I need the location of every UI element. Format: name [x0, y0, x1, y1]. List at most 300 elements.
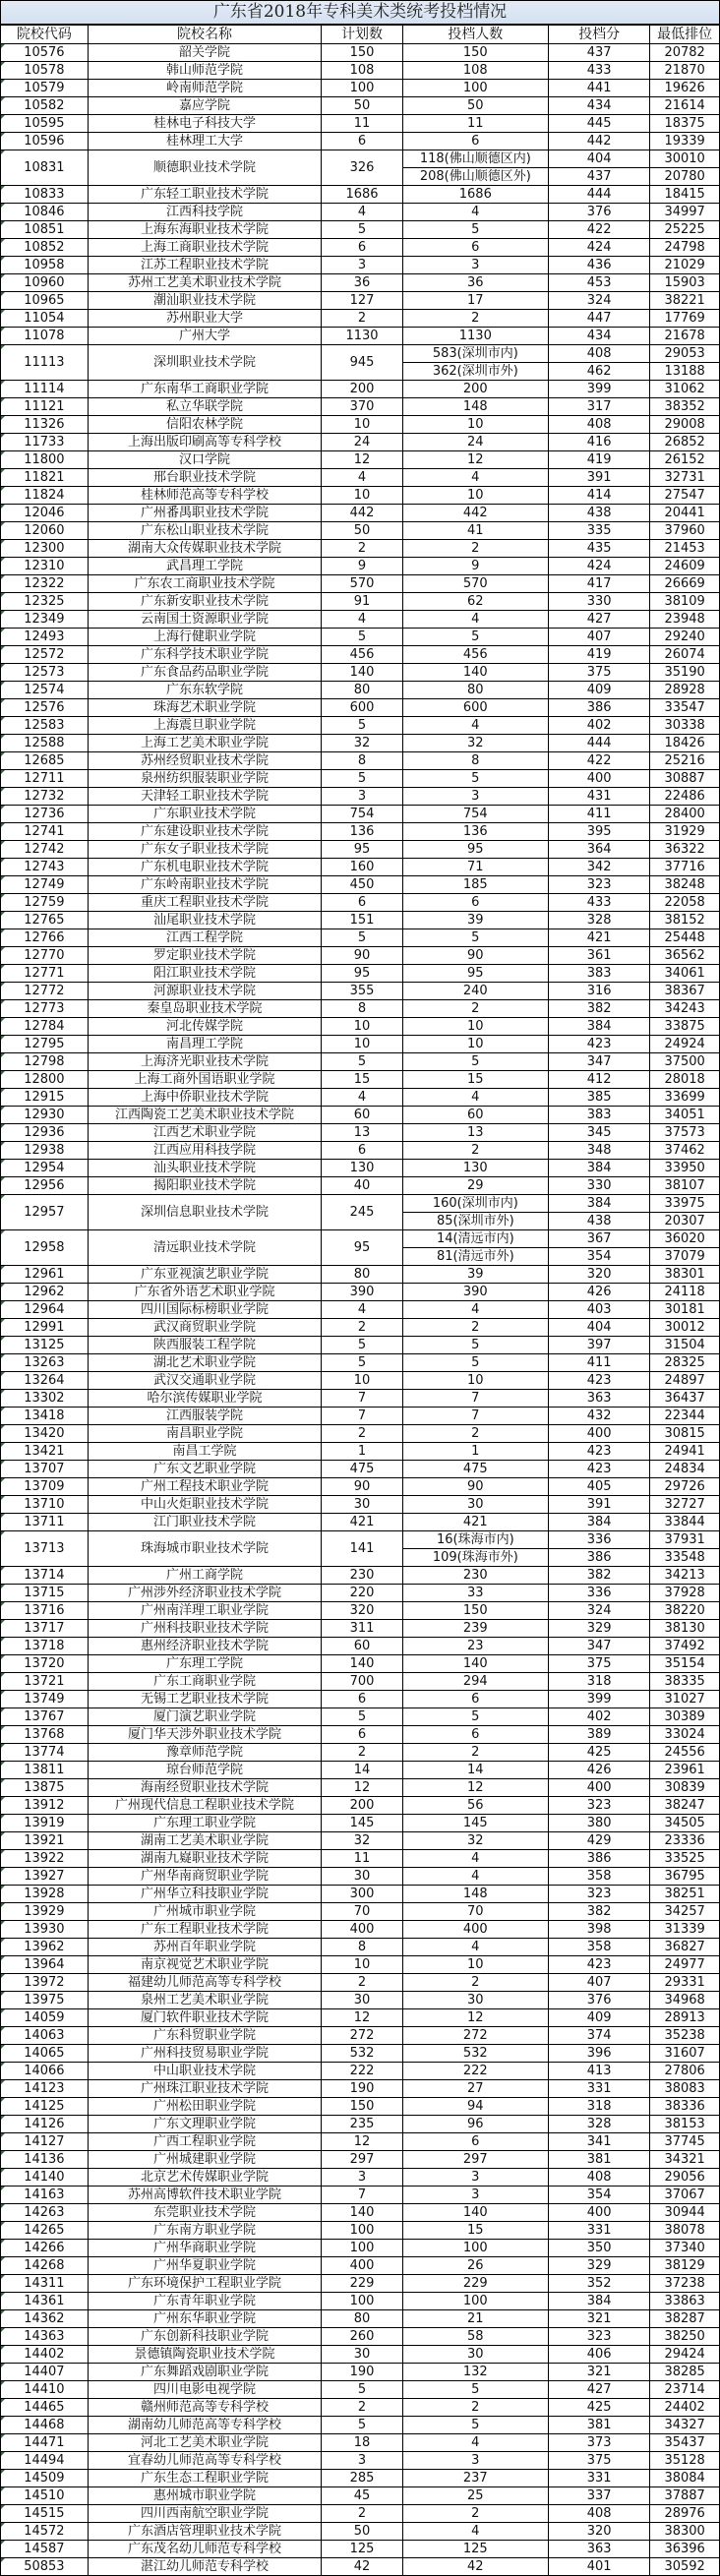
min-rank-cell: 34061	[650, 965, 719, 983]
table-row	[1, 2240, 719, 2257]
cutoff-score-cell: 414	[549, 487, 650, 505]
school-name-cell: 广州科技职业技术学院	[88, 1620, 322, 1638]
min-rank-cell: 37079	[650, 1248, 719, 1266]
school-name-cell: 四川电影电视学院	[88, 2381, 322, 2399]
admitted-count-cell: 6	[402, 133, 548, 150]
cutoff-score-cell: 317	[549, 398, 650, 416]
table-row	[1, 699, 719, 717]
min-rank-cell: 34213	[650, 1567, 719, 1585]
plan-count-cell: 190	[322, 2364, 402, 2381]
plan-count-cell: 532	[322, 2045, 402, 2063]
school-name-cell: 江西应用科技学院	[88, 1142, 322, 1160]
plan-count-cell: 32	[322, 735, 402, 752]
admitted-count-cell: 2	[402, 540, 548, 558]
header-cutoff-score: 投档分	[549, 26, 650, 44]
cutoff-score-cell: 382	[549, 1000, 650, 1018]
school-code-cell: 14471	[1, 2434, 88, 2452]
cutoff-score-cell: 364	[549, 841, 650, 859]
cutoff-score-cell: 321	[549, 2364, 650, 2381]
cutoff-score-cell: 408	[549, 2169, 650, 2187]
cutoff-score-cell: 398	[549, 1921, 650, 1939]
plan-count-cell: 4	[322, 469, 402, 487]
school-code-cell: 13749	[1, 1691, 88, 1708]
table-row	[1, 2151, 719, 2169]
cutoff-score-cell: 328	[549, 912, 650, 929]
plan-count-cell: 32	[322, 1832, 402, 1850]
table-row	[1, 416, 719, 434]
plan-count-cell: 140	[322, 1655, 402, 1673]
school-code-cell: 14572	[1, 2523, 88, 2541]
plan-count-cell: 600	[322, 699, 402, 717]
min-rank-cell: 24556	[650, 1744, 719, 1762]
min-rank-cell: 37340	[650, 2240, 719, 2257]
school-name-cell: 宜春幼儿师范高等专科学校	[88, 2452, 322, 2470]
cutoff-score-cell: 434	[549, 97, 650, 115]
plan-count-cell: 8	[322, 1939, 402, 1956]
plan-count-cell: 450	[322, 876, 402, 894]
min-rank-cell: 37067	[650, 2187, 719, 2204]
plan-count-cell: 95	[322, 1230, 402, 1266]
table-row	[1, 239, 719, 257]
admitted-count-cell: 3	[402, 2169, 548, 2187]
min-rank-cell: 34997	[650, 204, 719, 221]
min-rank-cell: 20782	[650, 44, 719, 62]
admitted-count-cell: 185	[402, 876, 548, 894]
min-rank-cell: 30010	[650, 150, 719, 168]
school-name-cell: 广东轻工职业技术学院	[88, 186, 322, 204]
school-name-cell: 珠海城市职业技术学院	[88, 1531, 322, 1567]
min-rank-cell: 38250	[650, 2328, 719, 2346]
school-name-cell: 广东科贸职业学院	[88, 2027, 322, 2045]
admitted-count-cell: 9	[402, 558, 548, 575]
school-name-cell: 上海工商外国语职业学院	[88, 1071, 322, 1089]
cutoff-score-cell: 323	[549, 1797, 650, 1815]
cutoff-score-cell: 331	[549, 2222, 650, 2240]
school-code-cell: 12736	[1, 806, 88, 823]
school-name-cell: 汉口学院	[88, 451, 322, 469]
plan-count-cell: 3	[322, 2452, 402, 2470]
admitted-count-cell: 12	[402, 1779, 548, 1797]
table-row	[1, 1655, 719, 1673]
min-rank-cell: 18426	[650, 735, 719, 752]
admitted-count-cell: 754	[402, 806, 548, 823]
school-code-cell: 10831	[1, 150, 88, 186]
school-name-cell: 云南国土资源职业学院	[88, 611, 322, 629]
table-row	[1, 1815, 719, 1832]
table-row	[1, 2169, 719, 2187]
min-rank-cell: 38336	[650, 2098, 719, 2116]
table-row	[1, 2027, 719, 2045]
min-rank-cell: 33525	[650, 1850, 719, 1868]
admitted-count-cell: 5	[402, 1337, 548, 1354]
plan-count-cell: 5	[322, 770, 402, 788]
plan-count-cell: 100	[322, 80, 402, 97]
cutoff-score-cell: 383	[549, 965, 650, 983]
cutoff-score-cell: 318	[549, 2098, 650, 2116]
school-code-cell: 13720	[1, 1655, 88, 1673]
min-rank-cell: 29726	[650, 1478, 719, 1496]
admitted-count-cell: 3	[402, 2187, 548, 2204]
admitted-count-cell: 2	[402, 1974, 548, 1992]
admitted-count-cell: 23	[402, 1638, 548, 1655]
school-code-cell: 13964	[1, 1956, 88, 1974]
cutoff-score-cell: 444	[549, 735, 650, 752]
school-name-cell: 广东工程职业技术学院	[88, 1921, 322, 1939]
school-code-cell: 12991	[1, 1319, 88, 1337]
header-row	[1, 26, 719, 44]
plan-count-cell: 5	[322, 1708, 402, 1726]
min-rank-cell: 25216	[650, 752, 719, 770]
plan-count-cell: 5	[322, 2417, 402, 2434]
cutoff-score-cell: 413	[549, 2063, 650, 2080]
plan-count-cell: 9	[322, 558, 402, 575]
cutoff-score-cell: 416	[549, 434, 650, 451]
school-name-cell: 江西服装学院	[88, 1408, 322, 1425]
table-row	[1, 2399, 719, 2417]
school-name-cell: 江西工程学院	[88, 929, 322, 947]
admitted-count-cell: 24	[402, 434, 548, 451]
table-row	[1, 97, 719, 115]
admitted-count-cell: 56	[402, 1797, 548, 1815]
school-code-cell: 12766	[1, 929, 88, 947]
school-code-cell: 12770	[1, 947, 88, 965]
school-code-cell: 14494	[1, 2452, 88, 2470]
min-rank-cell: 25225	[650, 221, 719, 239]
school-code-cell: 12938	[1, 1142, 88, 1160]
admitted-count-cell: 100	[402, 2293, 548, 2310]
school-name-cell: 惠州城市职业学院	[88, 2487, 322, 2505]
table-row	[1, 2558, 719, 2576]
cutoff-score-cell: 445	[549, 115, 650, 133]
table-row	[1, 611, 719, 629]
cutoff-score-cell: 442	[549, 133, 650, 150]
cutoff-score-cell: 423	[549, 1461, 650, 1478]
admitted-count-cell: 109(珠海市外)	[402, 1549, 548, 1567]
min-rank-cell: 35128	[650, 2452, 719, 2470]
cutoff-score-cell: 354	[549, 1248, 650, 1266]
plan-count-cell: 570	[322, 575, 402, 593]
school-code-cell: 13928	[1, 1886, 88, 1903]
admitted-count-cell: 4	[402, 717, 548, 735]
admitted-count-cell: 272	[402, 2027, 548, 2045]
table-row	[1, 133, 719, 150]
min-rank-cell: 37887	[650, 2487, 719, 2505]
school-code-cell: 10958	[1, 257, 88, 274]
school-code-cell: 10582	[1, 97, 88, 115]
school-code-cell: 13972	[1, 1974, 88, 1992]
school-name-cell: 广东生态工程职业学院	[88, 2470, 322, 2487]
school-code-cell: 12576	[1, 699, 88, 717]
school-code-cell: 14123	[1, 2080, 88, 2098]
min-rank-cell: 30839	[650, 1779, 719, 1797]
table-row	[1, 2257, 719, 2275]
min-rank-cell: 24924	[650, 1036, 719, 1053]
cutoff-score-cell: 358	[549, 1868, 650, 1886]
school-code-cell: 11733	[1, 434, 88, 451]
school-code-cell: 10965	[1, 292, 88, 310]
cutoff-score-cell: 434	[549, 328, 650, 345]
table-row	[1, 540, 719, 558]
cutoff-score-cell: 386	[549, 1549, 650, 1567]
min-rank-cell: 30389	[650, 1708, 719, 1726]
cutoff-score-cell: 384	[549, 2293, 650, 2310]
cutoff-score-cell: 429	[549, 1832, 650, 1850]
min-rank-cell: 28325	[650, 1354, 719, 1372]
admitted-count-cell: 4	[402, 1939, 548, 1956]
admitted-count-cell: 7	[402, 1390, 548, 1408]
plan-count-cell: 50	[322, 2523, 402, 2541]
school-code-cell: 12936	[1, 1124, 88, 1142]
admitted-count-cell: 30	[402, 2346, 548, 2364]
table-row	[1, 1018, 719, 1036]
plan-count-cell: 90	[322, 947, 402, 965]
min-rank-cell: 26074	[650, 646, 719, 664]
plan-count-cell: 12	[322, 1779, 402, 1797]
school-name-cell: 南京视觉艺术职业学院	[88, 1956, 322, 1974]
school-code-cell: 13709	[1, 1478, 88, 1496]
admitted-count-cell: 140	[402, 664, 548, 682]
admitted-count-cell: 1686	[402, 186, 548, 204]
admitted-count-cell: 36	[402, 274, 548, 292]
plan-count-cell: 11	[322, 115, 402, 133]
school-name-cell: 上海震旦职业学院	[88, 717, 322, 735]
min-rank-cell: 24118	[650, 1284, 719, 1301]
min-rank-cell: 38220	[650, 1602, 719, 1620]
school-name-cell: 南昌职业学院	[88, 1425, 322, 1443]
table-row	[1, 1461, 719, 1478]
school-code-cell: 14263	[1, 2204, 88, 2222]
school-name-cell: 广州南洋理工职业学院	[88, 1602, 322, 1620]
school-code-cell: 11800	[1, 451, 88, 469]
admitted-count-cell: 4	[402, 2434, 548, 2452]
school-code-cell: 13912	[1, 1797, 88, 1815]
plan-count-cell: 30	[322, 2346, 402, 2364]
school-code-cell: 14125	[1, 2098, 88, 2116]
cutoff-score-cell: 403	[549, 1301, 650, 1319]
school-code-cell: 13418	[1, 1408, 88, 1425]
admitted-count-cell: 2	[402, 1142, 548, 1160]
table-row	[1, 1071, 719, 1089]
cutoff-score-cell: 423	[549, 1036, 650, 1053]
min-rank-cell: 38153	[650, 2116, 719, 2133]
table-row	[1, 1708, 719, 1726]
school-code-cell: 11113	[1, 345, 88, 381]
plan-count-cell: 6	[322, 1142, 402, 1160]
school-code-cell: 12046	[1, 505, 88, 522]
min-rank-cell: 37960	[650, 522, 719, 540]
header-min-rank: 最低排位	[650, 26, 719, 44]
table-row	[1, 1354, 719, 1372]
cutoff-score-cell: 400	[549, 770, 650, 788]
school-name-cell: 罗定职业技术学院	[88, 947, 322, 965]
school-name-cell: 广东女子职业技术学院	[88, 841, 322, 859]
school-name-cell: 桂林理工大学	[88, 133, 322, 150]
school-name-cell: 珠海艺术职业学院	[88, 699, 322, 717]
min-rank-cell: 23948	[650, 611, 719, 629]
cutoff-score-cell: 350	[549, 2240, 650, 2257]
min-rank-cell: 37500	[650, 1053, 719, 1071]
school-code-cell: 12588	[1, 735, 88, 752]
school-name-cell: 泉州工艺美术职业学院	[88, 1992, 322, 2009]
school-code-cell: 12322	[1, 575, 88, 593]
school-code-cell: 13774	[1, 1744, 88, 1762]
admitted-count-cell: 2	[402, 1000, 548, 1018]
school-name-cell: 泉州纺织服装职业学院	[88, 770, 322, 788]
admitted-count-cell: 95	[402, 965, 548, 983]
school-code-cell: 14126	[1, 2116, 88, 2133]
school-code-cell: 10851	[1, 221, 88, 239]
plan-count-cell: 5	[322, 221, 402, 239]
table-row	[1, 770, 719, 788]
cutoff-score-cell: 427	[549, 611, 650, 629]
table-row	[1, 1000, 719, 1018]
table-row	[1, 1638, 719, 1655]
admitted-count-cell: 4	[402, 1850, 548, 1868]
min-rank-cell: 21678	[650, 328, 719, 345]
plan-count-cell: 5	[322, 717, 402, 735]
school-name-cell: 广东文理职业学院	[88, 2116, 322, 2133]
table-row	[1, 2116, 719, 2133]
school-name-cell: 邢台职业技术学院	[88, 469, 322, 487]
plan-count-cell: 100	[322, 2293, 402, 2310]
school-code-cell: 13716	[1, 1602, 88, 1620]
school-code-cell: 13420	[1, 1425, 88, 1443]
table-row	[1, 2328, 719, 2346]
school-code-cell: 12574	[1, 682, 88, 699]
min-rank-cell: 23961	[650, 1762, 719, 1779]
min-rank-cell: 37931	[650, 1531, 719, 1549]
min-rank-cell: 30592	[650, 2558, 719, 2576]
cutoff-score-cell: 363	[549, 1390, 650, 1408]
min-rank-cell: 29240	[650, 629, 719, 646]
min-rank-cell: 22058	[650, 894, 719, 912]
school-name-cell: 汕头职业技术学院	[88, 1160, 322, 1177]
min-rank-cell: 38248	[650, 876, 719, 894]
admitted-count-cell: 208(佛山顺德区外)	[402, 168, 548, 186]
school-code-cell: 14465	[1, 2399, 88, 2417]
plan-count-cell: 200	[322, 1797, 402, 1815]
min-rank-cell: 25448	[650, 929, 719, 947]
table-row	[1, 983, 719, 1000]
header-school-code: 院校代码	[1, 26, 88, 44]
admitted-count-cell: 62	[402, 593, 548, 611]
header-admitted-count: 投档人数	[402, 26, 548, 44]
school-name-cell: 广东岭南职业技术学院	[88, 876, 322, 894]
plan-count-cell: 6	[322, 894, 402, 912]
cutoff-score-cell: 400	[549, 1425, 650, 1443]
table-row	[1, 1036, 719, 1053]
min-rank-cell: 30887	[650, 770, 719, 788]
school-code-cell: 12954	[1, 1160, 88, 1177]
admitted-count-cell: 58	[402, 2328, 548, 2346]
school-code-cell: 12749	[1, 876, 88, 894]
cutoff-score-cell: 376	[549, 1992, 650, 2009]
school-name-cell: 揭阳职业技术学院	[88, 1177, 322, 1195]
school-name-cell: 广州现代信息工程职业技术学院	[88, 1797, 322, 1815]
table-row	[1, 1107, 719, 1124]
plan-count-cell: 90	[322, 1478, 402, 1496]
table-row	[1, 1160, 719, 1177]
school-name-cell: 深圳信息职业技术学院	[88, 1195, 322, 1230]
cutoff-score-cell: 320	[549, 2523, 650, 2541]
school-code-cell: 12300	[1, 540, 88, 558]
table-row	[1, 1868, 719, 1886]
min-rank-cell: 31929	[650, 823, 719, 841]
school-code-cell: 13707	[1, 1461, 88, 1478]
table-row	[1, 1053, 719, 1071]
plan-count-cell: 297	[322, 2151, 402, 2169]
plan-count-cell: 229	[322, 2275, 402, 2293]
admitted-count-cell: 3	[402, 2452, 548, 2470]
min-rank-cell: 24977	[650, 1956, 719, 1974]
plan-count-cell: 200	[322, 381, 402, 398]
admitted-count-cell: 39	[402, 912, 548, 929]
cutoff-score-cell: 385	[549, 1089, 650, 1107]
cutoff-score-cell: 318	[549, 1673, 650, 1691]
school-name-cell: 北京艺术传媒职业学院	[88, 2169, 322, 2187]
admitted-count-cell: 3	[402, 257, 548, 274]
plan-count-cell: 125	[322, 2541, 402, 2558]
table-row	[1, 2275, 719, 2293]
school-name-cell: 广州番禺职业技术学院	[88, 505, 322, 522]
plan-count-cell: 45	[322, 2487, 402, 2505]
header-school-name: 院校名称	[88, 26, 322, 44]
plan-count-cell: 3	[322, 257, 402, 274]
min-rank-cell: 38247	[650, 1797, 719, 1815]
table-row	[1, 1602, 719, 1620]
table-row	[1, 1408, 719, 1425]
school-name-cell: 广东理工职业学院	[88, 1815, 322, 1832]
school-name-cell: 东莞职业技术学院	[88, 2204, 322, 2222]
school-name-cell: 广东文艺职业学院	[88, 1461, 322, 1478]
min-rank-cell: 20307	[650, 1213, 719, 1230]
min-rank-cell: 36396	[650, 2541, 719, 2558]
min-rank-cell: 38078	[650, 2222, 719, 2240]
plan-count-cell: 235	[322, 2116, 402, 2133]
plan-count-cell: 2	[322, 1974, 402, 1992]
min-rank-cell: 33875	[650, 1018, 719, 1036]
school-code-cell: 14268	[1, 2257, 88, 2275]
table-row	[1, 575, 719, 593]
table-row	[1, 1850, 719, 1868]
table-row	[1, 2470, 719, 2487]
cutoff-score-cell: 435	[549, 540, 650, 558]
admitted-count-cell: 2	[402, 1319, 548, 1337]
table-row	[1, 1177, 719, 1195]
min-rank-cell: 35238	[650, 2027, 719, 2045]
school-code-cell: 14163	[1, 2187, 88, 2204]
min-rank-cell: 38367	[650, 983, 719, 1000]
admitted-count-cell: 5	[402, 770, 548, 788]
min-rank-cell: 31027	[650, 1691, 719, 1708]
admitted-count-cell: 100	[402, 2240, 548, 2257]
school-code-cell: 13713	[1, 1531, 88, 1567]
school-name-cell: 广州涉外经济职业技术学院	[88, 1585, 322, 1602]
cutoff-score-cell: 324	[549, 1602, 650, 1620]
plan-count-cell: 12	[322, 2133, 402, 2151]
table-row	[1, 2310, 719, 2328]
admitted-count-cell: 145	[402, 1815, 548, 1832]
plan-count-cell: 7	[322, 1390, 402, 1408]
min-rank-cell: 36322	[650, 841, 719, 859]
min-rank-cell: 38107	[650, 1177, 719, 1195]
school-code-cell: 11078	[1, 328, 88, 345]
min-rank-cell: 23714	[650, 2381, 719, 2399]
admitted-count-cell: 200	[402, 381, 548, 398]
plan-count-cell: 14	[322, 1762, 402, 1779]
admitted-count-cell: 570	[402, 575, 548, 593]
cutoff-score-cell: 381	[549, 2151, 650, 2169]
